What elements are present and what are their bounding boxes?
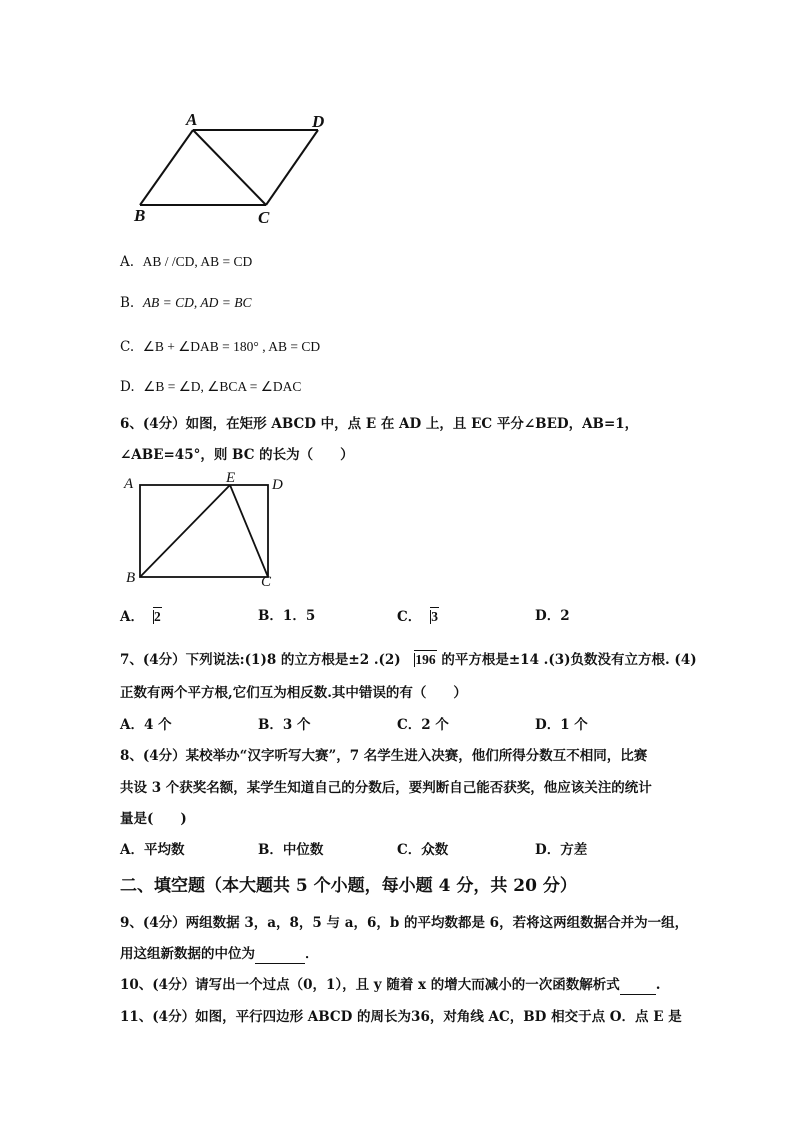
q8-option-a: A．平均数 xyxy=(120,842,185,858)
section-title: 二、填空题（本大题共 5 个小题，每小题 4 分，共 20 分） xyxy=(120,876,577,896)
q5-option-d: D. ∠B = ∠D, ∠BCA = ∠DAC xyxy=(120,379,302,395)
q7-option-a: A．4 个 xyxy=(120,717,172,733)
q8-line1: 8、(4分）某校举办“汉字听写大赛”，7 名学生进入决赛，他们所得分数互不相同，比赛 xyxy=(120,748,648,764)
q8-option-b: B．中位数 xyxy=(258,842,324,858)
label-A: A xyxy=(186,110,198,129)
q7-option-b: B．3 个 xyxy=(258,717,311,733)
q7-line1: 7、(4分）下列说法:(1)8 的立方根是±2 .(2) 196 的平方根是±14 .(3)负数没有立方根. (4) xyxy=(120,652,697,668)
sqrt-sign: 3 xyxy=(421,607,439,626)
rectangle-figure xyxy=(120,470,290,595)
q7-option-d: D．1 个 xyxy=(535,717,588,733)
q6-option-b: B．1．5 xyxy=(258,608,316,624)
q6-option-c: C． 3 xyxy=(397,609,438,625)
q5-option-c: C. ∠B + ∠DAB = 180° , AB = CD xyxy=(120,339,321,355)
q8-line2: 共设 3 个获奖名额，某学生知道自己的分数后，要判断自己能否获奖，他应该关注的统计 xyxy=(120,780,652,796)
label-B: B xyxy=(126,570,136,586)
q8-option-c: C．众数 xyxy=(397,842,449,858)
q9-line1: 9、(4分）两组数据 3，a，8，5 与 a，6，b 的平均数都是 6，若将这两组数据合并为一组， xyxy=(120,915,689,931)
label-C: C xyxy=(261,574,272,590)
answer-blank[interactable] xyxy=(620,976,656,995)
segment-AC xyxy=(193,130,266,205)
sqrt-sign: 196 xyxy=(405,650,436,669)
segment-AB xyxy=(140,130,193,205)
q5-option-b: B. AB = CD, AD = BC xyxy=(120,295,252,311)
q8-option-d: D．方差 xyxy=(535,842,588,858)
q8-line3: 量是( ) xyxy=(120,811,187,827)
segment-CD xyxy=(266,130,318,205)
q7-line2: 正数有两个平方根,它们互为相反数.其中错误的有（ ） xyxy=(120,685,467,701)
q6-option-d: D．2 xyxy=(535,608,570,624)
q11-line1: 11、(4分）如图，平行四边形 ABCD 的周长为36，对角线 AC，BD 相交于点 O．点 E 是 xyxy=(120,1009,682,1025)
label-B: B xyxy=(134,206,146,225)
q6-line1: 6、(4分）如图，在矩形 ABCD 中，点 E 在 AD 上，且 EC 平分∠BED，AB=1， xyxy=(120,416,639,432)
parallelogram-svg xyxy=(128,110,338,230)
q7-option-c: C．2 个 xyxy=(397,717,449,733)
label-E: E xyxy=(226,470,236,486)
answer-blank[interactable] xyxy=(255,945,305,964)
q9-line2: 用这组新数据的中位为 ． xyxy=(120,946,319,962)
q5-option-a: A. AB / /CD, AB = CD xyxy=(120,254,253,270)
parallelogram-figure xyxy=(128,110,338,230)
label-A: A xyxy=(124,476,134,492)
label-C: C xyxy=(258,208,270,227)
q6-option-a: A． 2 xyxy=(120,609,161,625)
segment-BE xyxy=(140,485,230,577)
label-D: D xyxy=(272,477,283,493)
q6-line2: ∠ABE=45°，则 BC 的长为（ ） xyxy=(120,447,354,463)
label-D: D xyxy=(312,112,325,131)
sqrt-sign: 2 xyxy=(144,607,162,626)
segment-EC xyxy=(230,485,268,577)
q10-line: 10、(4分）请写出一个过点（0，1），且 y 随着 x 的增大而减小的一次函数解析式 . xyxy=(120,977,661,993)
